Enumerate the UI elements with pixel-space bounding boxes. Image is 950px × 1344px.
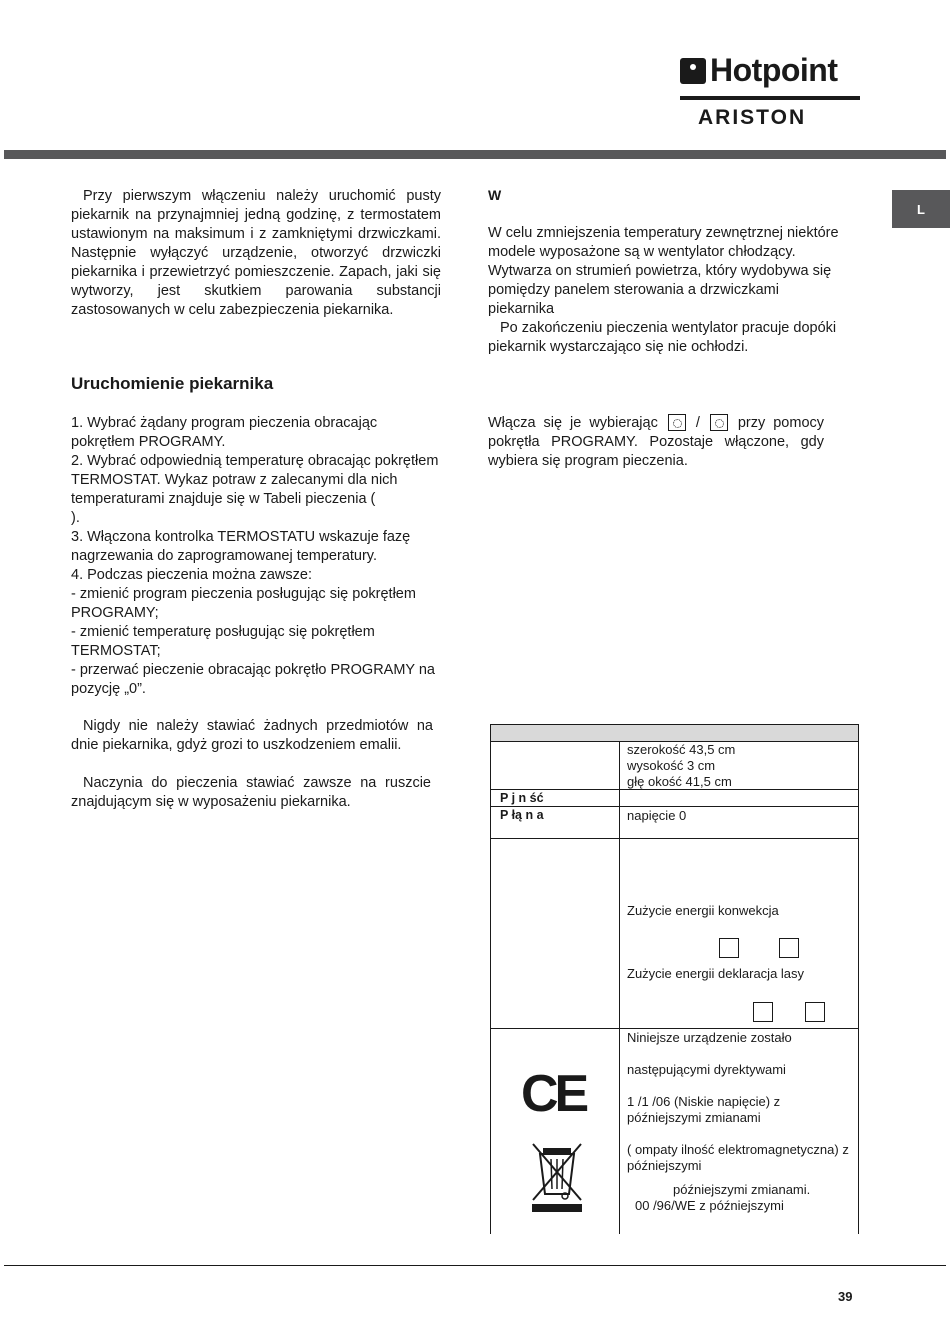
- steps-list: [71, 414, 456, 699]
- bake-mode-icon: [805, 1002, 825, 1022]
- step-item: - zmienić temperaturę posługując się pokrętłem TERMOSTAT;: [71, 624, 375, 659]
- step-item: 2. Wybrać odpowiednią temperaturę obracając pokrętłem TERMOSTAT. Wykaz potraw z zalecanymi dla nich temperaturami znajduje się w Tabeli pieczenia ( ).: [71, 453, 456, 526]
- logo-brand: Hotpoint: [710, 52, 838, 88]
- oven-light-alt-icon: [710, 414, 728, 431]
- fan-mode-icon: [719, 938, 739, 958]
- oven-light-icon: [668, 414, 686, 431]
- note-rack: Naczynia do pieczenia stawiać zawsze na ruszcie znajdującym się w wyposażeniu piekarnika.: [71, 775, 431, 810]
- logo-rule: [680, 96, 860, 100]
- section-heading: Uruchomienie piekarnika: [71, 374, 274, 393]
- dimensions-cell: szerokość 43,5 cm wysokość 3 cm głę okość 41,5 cm: [627, 742, 736, 789]
- logo-square-icon: [680, 58, 706, 84]
- step-item: 1. Wybrać żądany program pieczenia obracając pokrętłem PROGRAMY.: [71, 415, 378, 450]
- step-item: - zmienić program pieczenia posługując się pokrętłem PROGRAMY;: [71, 586, 416, 621]
- hotpoint-ariston-logo: [680, 52, 860, 131]
- convection-mode-icon: [779, 938, 799, 958]
- voltage-value: napięcie 0: [627, 808, 687, 823]
- technical-data-table: [490, 724, 859, 1234]
- energy-declaration-label: Zużycie energii deklaracja lasy: [627, 966, 805, 981]
- note-enamel: Nigdy nie należy stawiać żadnych przedmiotów na dnie piekarnika, gdyż grozi to uszkodzeniem emalii.: [71, 718, 433, 753]
- header-rule: [4, 150, 946, 159]
- directives-cell: Niniejsze urządzenie zostało następującymi dyrektywami 1 /1 /06 (Niskie napięcie) z późniejszymi zmianami ( ompaty ilność elektromagnetyczna) z późniejszymi późniejszymi zmianami. 00 /96/WE z późniejszymi: [627, 1030, 849, 1213]
- footer-rule: [4, 1265, 946, 1266]
- intro-paragraph: Przy pierwszym włączeniu należy uruchomić pusty piekarnik na przynajmniej jedną godzinę, z termostatem ustawionym na maksimum i z zamkniętymi drzwiczkami. Następnie wyłączyć urządzenie, otworzyć drzwiczki piekarnika i przewietrzyć pomieszczenie. Zapach, jaki się wytworzy, jest skutkiem parowania substancji zastosowanych w celu zabezpieczenia piekarnika.: [71, 188, 441, 318]
- table-header-bar: [491, 724, 858, 742]
- step-item: 4. Podczas pieczenia można zawsze:: [71, 567, 312, 583]
- fan-section-heading: W: [488, 187, 502, 203]
- step-item: 3. Włączona kontrolka TERMOSTATU wskazuje fazę nagrzewania do zaprogramowanej temperatury.: [71, 529, 411, 564]
- language-tab: L: [892, 190, 950, 228]
- page-number: 39: [838, 1289, 853, 1304]
- step-item: - przerwać pieczenie obracając pokrętło PROGRAMY na pozycję „0”.: [71, 662, 436, 697]
- fan-paragraph: W celu zmniejszenia temperatury zewnętrznej niektóre modele wyposażone są w wentylator chłodzący. Wytwarza on strumień powietrza, który wydobywa się pomiędzy panelem sterowania a drzwiczkami piekarnika Po zakończeniu pieczenia wentylator pracuje dopóki piekarnik wystarczająco się nie ochłodzi.: [488, 225, 839, 355]
- energy-convection-label: Zużycie energii konwekcja: [627, 903, 779, 918]
- light-paragraph: Włącza się je wybierając / przy pomocy pokrętła PROGRAMY. Pozostaje włączone, gdy wybiera się program pieczenia.: [488, 415, 825, 469]
- logo-subbrand: ARISTON: [698, 106, 807, 129]
- connection-label: P łą n a: [500, 808, 544, 822]
- ce-mark: CE: [521, 1065, 586, 1123]
- capacity-label: P j n ść: [500, 791, 544, 805]
- weee-bin-icon: [529, 1142, 585, 1214]
- multilevel-mode-icon: [753, 1002, 773, 1022]
